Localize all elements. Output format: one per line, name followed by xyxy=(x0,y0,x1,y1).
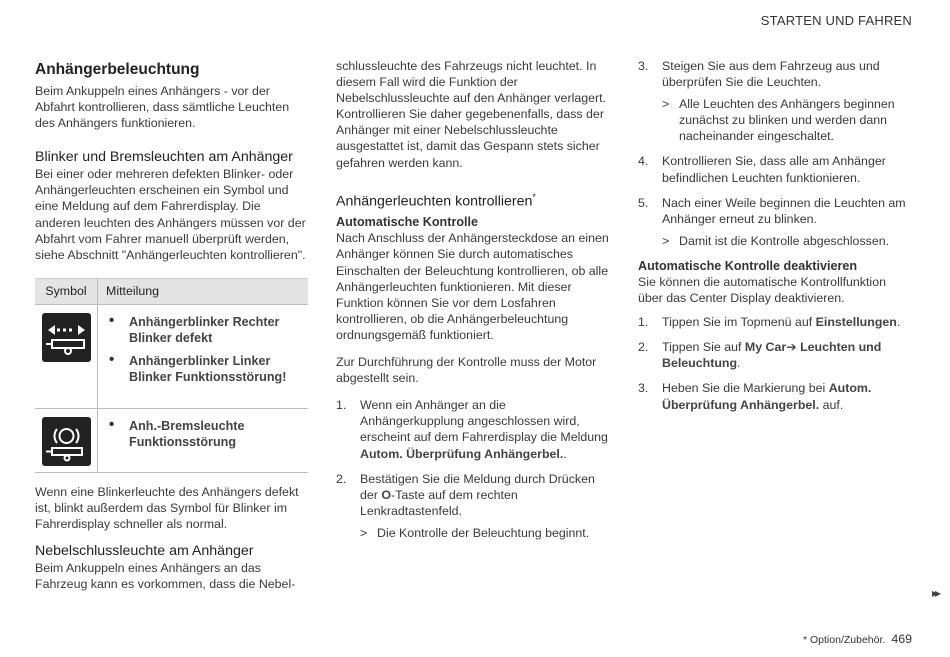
message-left-blinker: • Anhängerblinker Linker Blinker Funktionsstörung! xyxy=(107,353,303,385)
column-header-symbol: Symbol xyxy=(35,278,98,304)
section-header: STARTEN UND FAHREN xyxy=(760,13,912,28)
option-note: * Option/Zubehör. xyxy=(803,634,886,646)
trailer-turn-signal-icon xyxy=(42,313,91,362)
after-table-paragraph: Wenn eine Blinkerleuchte des Anhängers defekt ist, blinkt außerdem das Symbol für Blinker im Fahrerdisplay schneller als normal. xyxy=(35,484,299,532)
step-result: > Damit ist die Kontrolle abgeschlossen. xyxy=(662,233,890,248)
step-result: > Die Kontrolle der Beleuchtung beginnt. xyxy=(360,525,590,540)
double-chevron-right-icon[interactable]: ▸▸ xyxy=(931,586,938,600)
step-result: > Alle Leuchten des Anhängers beginnen zunächst zu blinken und werden dann nacheinander eingeschaltet. xyxy=(662,97,895,144)
heading-fog-light: Nebelschlussleuchte am Anhänger xyxy=(35,543,254,560)
fog-paragraph: Beim Ankuppeln eines Anhängers an das Fahrzeug kann es vorkommen, dass die Nebel- xyxy=(35,561,296,592)
settings-label: Einstellungen xyxy=(815,315,897,330)
my-car-label: My Car xyxy=(744,340,787,355)
display-message: Autom. Überprüfung Anhängerbel. xyxy=(360,446,564,461)
check-steps-continued xyxy=(638,58,912,249)
auto-check-paragraph: Nach Anschluss der Anhängersteckdose an einen Anhänger können Sie durch automatisches Einschalten der Beleuchtung kontrollieren, ob alle Anhängerleuchten funktionieren. Mit dieser Funktion können Sie vor dem Losfahren kontrollieren, ob die Anhängerbeleuchtung ordnungsgemäß funktioniert. xyxy=(336,231,609,342)
heading-auto-check: Automatische Kontrolle xyxy=(336,215,479,230)
fog-continuation: schlussleuchte des Fahrzeugs nicht leuchtet. In diesem Fall wird die Funktion der Nebelschlussleuchte auf den Anhänger verlagert. Kontrollieren Sie daher gegebenenfalls, dass der Anhänger mit einer Nebelschlussleuchte ausgestattet ist, damit das Gespann stets sicher gefahren werden kann. xyxy=(336,59,607,170)
page-number: 469 xyxy=(891,632,912,646)
list-item: 1. Wenn ein Anhänger an die Anhängerkupplung angeschlossen wird, erscheint auf dem Fahrerdisplay die Meldung Autom. Überprüfung Anhängerbel.. xyxy=(336,398,608,461)
message-right-blinker: • Anhängerblinker Rechter Blinker defekt xyxy=(107,314,303,346)
o-button-label: O xyxy=(381,487,392,502)
column-header-message: Mitteilung xyxy=(98,278,309,304)
list-item: 4. Kontrollieren Sie, dass alle am Anhänger befindlichen Leuchten funktionieren. xyxy=(638,154,886,185)
heading-blinker: Blinker und Bremsleuchten am Anhänger xyxy=(35,149,293,166)
list-item: 5. Nach einer Weile beginnen die Leuchten am Anhänger erneut zu blinken. > Damit ist die Kontrolle abgeschlossen. xyxy=(638,195,912,249)
list-item: 1. Tippen Sie im Topmenü auf Einstellungen. xyxy=(638,315,901,330)
heading-check-lights: Anhängerleuchten kontrollieren* xyxy=(336,191,536,210)
column-1 xyxy=(35,58,308,592)
page-title: Anhängerbeleuchtung xyxy=(35,61,200,78)
intro-paragraph: Beim Ankuppeln eines Anhängers - vor der Abfahrt kontrollieren, dass sämtliche Leuchten des Anhängers funktionieren. xyxy=(35,84,290,131)
symbol-table xyxy=(35,278,308,473)
footer xyxy=(803,632,912,646)
deactivate-steps-list xyxy=(638,314,912,412)
table-row xyxy=(35,408,308,472)
message-brake-light: • Anh.-Bremsleuchte Funktionsstörung xyxy=(107,418,303,450)
list-item: 2. Tippen Sie auf My Car➔ Leuchten und Beleuchtung. xyxy=(638,340,882,371)
lights-label: Leuchten und Beleuchtung xyxy=(662,340,882,371)
auto-check-label: Autom. Überprüfung Anhängerbel. xyxy=(662,381,872,412)
list-item: 3. Steigen Sie aus dem Fahrzeug aus und überprüfen Sie die Leuchten. > Alle Leuchten des Anhängers beginnen zunächst zu blinken und werden dann nacheinander eingeschaltet. xyxy=(638,58,912,144)
arrow-right-icon: ➔ xyxy=(786,340,797,355)
table-row xyxy=(35,304,308,408)
list-item: 3. Heben Sie die Markierung bei Autom. Überprüfung Anhängerbel. auf. xyxy=(638,381,872,412)
check-steps-list xyxy=(336,397,610,541)
trailer-brake-light-icon xyxy=(42,417,91,466)
column-3 xyxy=(638,58,912,422)
prerequisite-paragraph: Zur Durchführung der Kontrolle muss der Motor abgestellt sein. xyxy=(336,355,597,386)
list-item: 2. Bestätigen Sie die Meldung durch Drücken der O-Taste auf dem rechten Lenkradtastenfeld. > Die Kontrolle der Beleuchtung beginnt. xyxy=(336,471,610,541)
blinker-paragraph: Bei einer oder mehreren defekten Blinker- oder Anhängerleuchten erscheinen ein Symbol und eine Meldung auf dem Fahrerdisplay. Die anderen leuchten des Anhängers müssen vor der Abfahrt vom Fahrer manuell überprüft werden, siehe Abschnitt "Anhängerleuchten kontrollieren". xyxy=(35,167,306,262)
option-asterisk: * xyxy=(532,191,536,202)
heading-deactivate: Automatische Kontrolle deaktivieren xyxy=(638,258,858,273)
column-2 xyxy=(336,58,610,550)
deactivate-paragraph: Sie können die automatische Kontrollfunktion über das Center Display deaktivieren. xyxy=(638,274,886,306)
